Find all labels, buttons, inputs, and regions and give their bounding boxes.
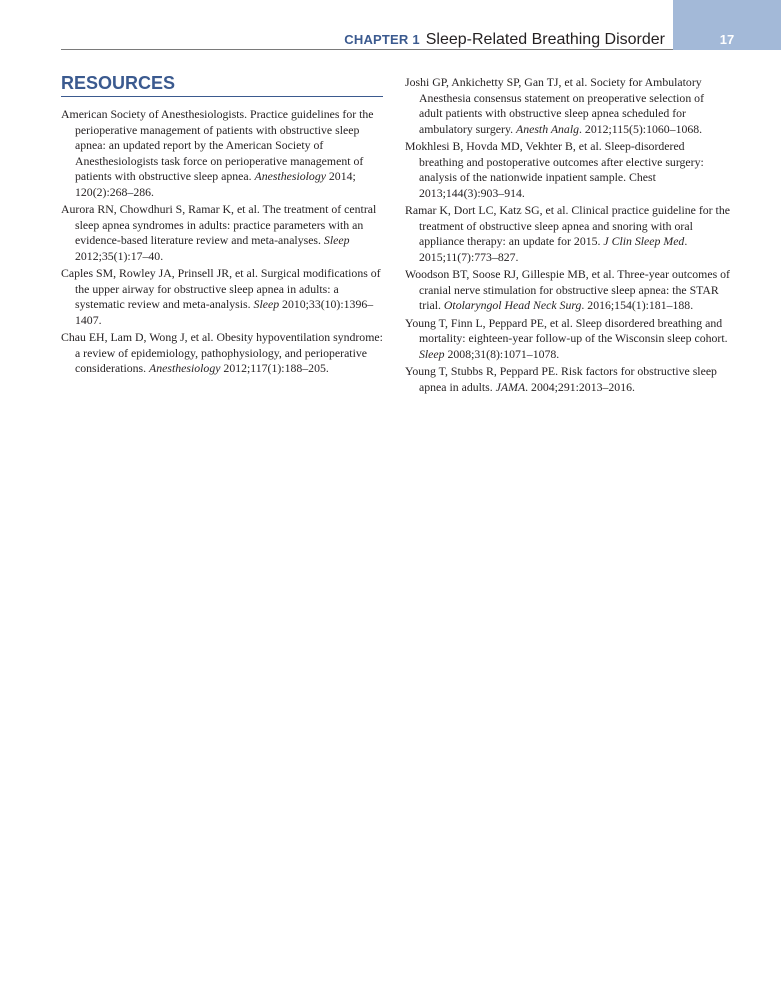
running-header bbox=[0, 0, 781, 50]
reference-item bbox=[405, 364, 730, 395]
page-number-tab bbox=[673, 0, 781, 50]
reference-journal: JAMA bbox=[495, 379, 526, 394]
chapter-label: CHAPTER 1 bbox=[344, 32, 420, 47]
reference-item bbox=[61, 266, 383, 328]
chapter-title: Sleep-Related Breathing Disorder bbox=[425, 31, 665, 48]
reference-text: Aurora RN, Chowdhuri S, Ramar K, et al. The treatment of central sleep apnea syndromes in adults: practice parameters with an evidence-based literature review and meta-analyses. bbox=[61, 202, 377, 247]
reference-citation: . 2004;291:2013–2016. bbox=[525, 379, 635, 394]
reference-journal: Anesthesiology bbox=[254, 169, 326, 183]
reference-text: Ramar K, Dort LC, Katz SG, et al. Clinical practice guideline for the treatment of obstructive sleep apnea and snoring with oral appliance therapy: an update for 2015. bbox=[405, 203, 730, 248]
reference-citation: . 2016;154(1):181–188. bbox=[581, 298, 694, 312]
reference-item bbox=[61, 330, 383, 377]
reference-text: Young T, Finn L, Peppard PE, et al. Sleep disordered breathing and mortality: eighteen-year follow-up of the Wisconsin sleep cohort. bbox=[405, 315, 728, 345]
page-number: 17 bbox=[719, 32, 735, 47]
left-column bbox=[61, 72, 383, 379]
reference-text: Woodson BT, Soose RJ, Gillespie MB, et al. Three-year outcomes of cranial nerve stimulation for obstructive sleep apnea: the STAR trial. bbox=[405, 267, 730, 312]
reference-item bbox=[61, 202, 383, 264]
reference-citation: 2012;117(1):188–205. bbox=[220, 361, 329, 375]
right-column bbox=[405, 72, 730, 397]
reference-text: Mokhlesi B, Hovda MD, Vekhter B, et al. Sleep-disordered breathing and postoperative outcomes after elective surgery: analysis of the nationwide inpatient sample. Chest 2013;144(3):903–914. bbox=[405, 139, 704, 200]
reference-journal: Anesthesiology bbox=[149, 361, 221, 375]
reference-citation: 2010;33(10):1396–1407. bbox=[75, 297, 374, 327]
reference-item bbox=[405, 203, 730, 265]
reference-citation: . 2012;115(5):1060–1068. bbox=[579, 121, 703, 136]
header-divider bbox=[61, 49, 673, 50]
reference-journal: Otolaryngol Head Neck Surg bbox=[443, 298, 582, 312]
reference-item bbox=[405, 75, 730, 137]
reference-citation: 2014; 120(2):268–286. bbox=[75, 169, 356, 199]
reference-item bbox=[61, 107, 383, 200]
chapter-heading bbox=[344, 31, 665, 49]
reference-citation: 2008;31(8):1071–1078. bbox=[444, 346, 560, 361]
reference-citation: . 2015;11(7):773–827. bbox=[419, 234, 688, 264]
reference-text: Chau EH, Lam D, Wong J, et al. Obesity hypoventilation syndrome: a review of epidemiology, pathophysiology, and perioperative considerations. bbox=[61, 330, 383, 375]
section-heading: RESOURCES bbox=[61, 72, 383, 97]
reference-text: Joshi GP, Ankichetty SP, Gan TJ, et al. Society for Ambulatory Anesthesia consensus statement on preoperative selection of adult patients with obstructive sleep apnea scheduled for ambulatory surgery. bbox=[405, 75, 705, 136]
reference-journal: Anesth Analg bbox=[515, 121, 580, 136]
reference-item bbox=[405, 316, 730, 363]
reference-text: American Society of Anesthesiologists. Practice guidelines for the perioperative management of patients with obstructive sleep apnea: an updated report by the American Society of Anesthesiologists task force on perioperative management of patients with obstructive sleep apnea. bbox=[61, 107, 374, 183]
reference-item bbox=[405, 139, 730, 201]
reference-list-left bbox=[61, 107, 383, 377]
reference-citation: 2012;35(1):17–40. bbox=[75, 248, 164, 263]
reference-text: Caples SM, Rowley JA, Prinsell JR, et al. Surgical modifications of the upper airway for obstructive sleep apnea in adults: a systematic review and meta-analysis. bbox=[61, 266, 381, 311]
reference-text: Young T, Stubbs R, Peppard PE. Risk factors for obstructive sleep apnea in adults. bbox=[405, 364, 717, 394]
reference-item bbox=[405, 267, 730, 314]
reference-list-right bbox=[405, 75, 730, 395]
reference-journal: Sleep bbox=[323, 233, 350, 247]
reference-journal: Sleep bbox=[253, 297, 280, 311]
reference-journal: Sleep bbox=[419, 346, 445, 361]
reference-journal: J Clin Sleep Med bbox=[603, 234, 685, 248]
